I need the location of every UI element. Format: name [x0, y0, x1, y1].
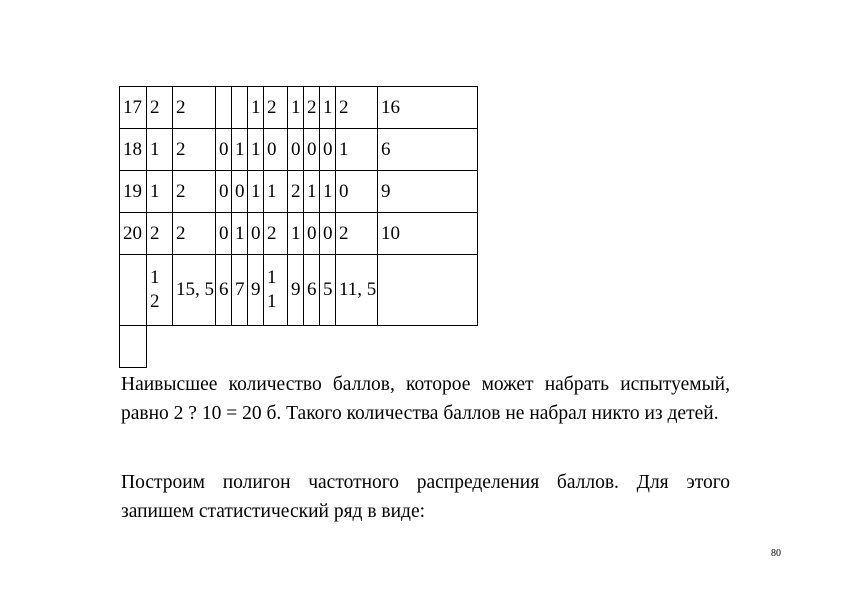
table-cell: 2 — [147, 87, 173, 129]
table-cell: 2 — [173, 213, 216, 255]
table-edge-cell — [478, 171, 484, 213]
table-cell: 1 — [264, 171, 288, 213]
table-cell: 11, 5 — [336, 255, 378, 326]
table-cell: 2 — [288, 171, 304, 213]
paragraph-max-score: Наивысшее количество баллов, которое может набрать испытуемый, равно 2 ? 10 = 20 б. Такого количества баллов не набрал никто из детей. — [121, 374, 730, 424]
table-cell: 0 — [264, 129, 288, 171]
table-cell: 1 — [248, 87, 264, 129]
table-cell: 15, 5 — [173, 255, 216, 326]
page-number: 80 — [771, 548, 781, 559]
table-cell: 1 — [288, 87, 304, 129]
table-cell: 18 — [120, 129, 147, 171]
table-cell: 10 — [378, 213, 478, 255]
table-row — [120, 326, 484, 368]
table-cell: 17 — [120, 87, 147, 129]
table-cell: 1 — [320, 87, 336, 129]
table-cell: 7 — [232, 255, 248, 326]
table-cell: 1 — [248, 171, 264, 213]
table-cell: 0 — [216, 171, 232, 213]
table-cell: 1 — [336, 129, 378, 171]
table-cell: 1 — [320, 171, 336, 213]
table-cell: 2 — [336, 213, 378, 255]
scores-table — [119, 86, 484, 368]
table-edge-cell — [478, 213, 484, 255]
table-cell: 1 — [232, 129, 248, 171]
table-cell: 0 — [216, 129, 232, 171]
table-cell: 1 1 — [264, 255, 288, 326]
table-cell: 0 — [288, 129, 304, 171]
table-edge-cell — [478, 87, 484, 129]
table-cell: 0 — [304, 213, 320, 255]
table-row — [120, 171, 484, 213]
table-cell: 20 — [120, 213, 147, 255]
table-cell: 2 — [173, 129, 216, 171]
table-totals-row — [120, 255, 484, 326]
table-cell: 2 — [264, 213, 288, 255]
table-row — [120, 213, 484, 255]
table-cell: 0 — [216, 213, 232, 255]
table-cell: 1 — [304, 171, 320, 213]
table-row — [120, 129, 484, 171]
table-cell: 16 — [378, 87, 478, 129]
table-cell — [232, 87, 248, 129]
table-cell: 5 — [320, 255, 336, 326]
table-cell: 2 — [304, 87, 320, 129]
table-edge-cell — [478, 255, 484, 326]
table-cell: 1 2 — [147, 255, 173, 326]
table-cell: 9 — [248, 255, 264, 326]
paragraph-polygon: Построим полигон частотного распределения баллов. Для этого запишем статистический ряд в виде: — [121, 472, 730, 522]
table-row — [120, 87, 484, 129]
table-cell: 0 — [320, 129, 336, 171]
table-cell: 6 — [304, 255, 320, 326]
table-cell: 0 — [232, 171, 248, 213]
table-cell — [120, 326, 147, 368]
table-cell: 0 — [336, 171, 378, 213]
table-cell: 1 — [288, 213, 304, 255]
table-cell: 19 — [120, 171, 147, 213]
table-cell: 6 — [216, 255, 232, 326]
table-cell: 6 — [378, 129, 478, 171]
table-cell — [378, 255, 478, 326]
table-cell: 1 — [232, 213, 248, 255]
table-cell: 0 — [320, 213, 336, 255]
table-cell: 9 — [288, 255, 304, 326]
table-cell: 2 — [173, 87, 216, 129]
table-edge-cell — [478, 129, 484, 171]
table-cell: 2 — [264, 87, 288, 129]
table-cell: 0 — [248, 213, 264, 255]
table-cell: 1 — [147, 171, 173, 213]
table-cell — [216, 87, 232, 129]
table-cell: 1 — [147, 129, 173, 171]
table-cell: 2 — [147, 213, 173, 255]
table-cell: 1 — [248, 129, 264, 171]
table-cell — [120, 255, 147, 326]
table-empty-space — [147, 326, 484, 368]
table-cell: 0 — [304, 129, 320, 171]
table-cell: 2 — [336, 87, 378, 129]
table-cell: 9 — [378, 171, 478, 213]
table-cell: 2 — [173, 171, 216, 213]
